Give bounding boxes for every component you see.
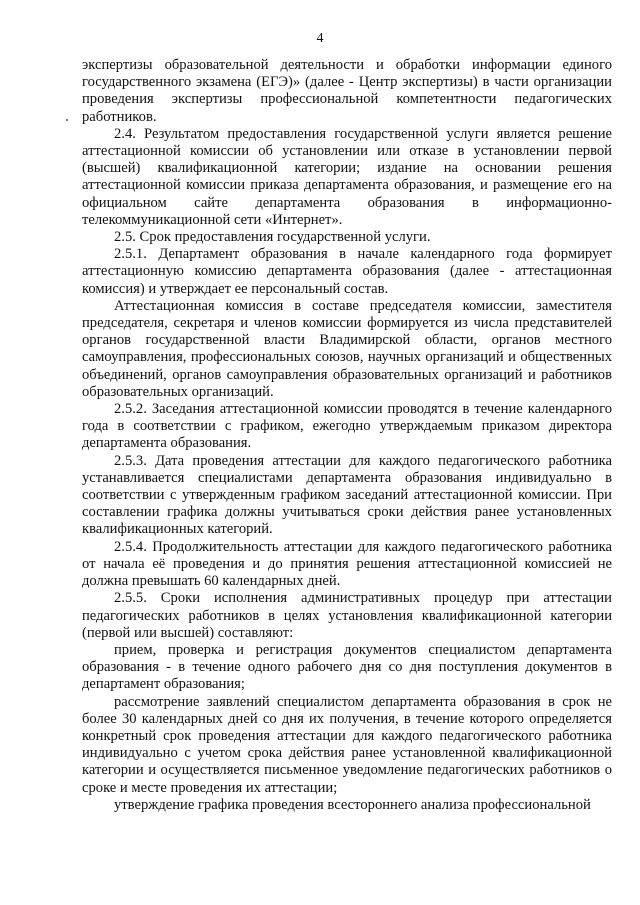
paragraph-2-5: 2.5. Срок предоставления государственной услуги.: [114, 229, 431, 246]
paragraph-2-5-3: 2.5.3. Дата проведения аттестации для каждого педагогического работника устанавливается специалистами департамента образования индивидуально в соответствии с утвержденным графиком заседаний аттестационной комиссии. При составлении графика должны учитываться сроки действия ранее установленных квалификационных категорий.: [82, 452, 612, 538]
page-number: 4: [316, 31, 324, 46]
paragraph-list-item-schedule: утверждение графика проведения всестороннего анализа профессиональной: [114, 796, 591, 813]
paragraph-list-item-review: рассмотрение заявлений специалистом департамента образования в срок не более 30 календарных дней со дня их получения, в течение которого определяется конкретный срок проведения аттестации для каждого педагогического работника индивидуально с учетом срока действия ранее установленной квалификационной категории и осуществляется письменное уведомление педагогических работников о сроке и месте проведения их аттестации;: [82, 693, 612, 796]
paragraph-2-4: 2.4. Результатом предоставления государственной услуги является решение аттестационной комиссии об установлении или отказе в установлении первой (высшей) квалификационной категории; издание на основании решения аттестационной комиссии приказа департамента образования, и размещение его на официальном сайте департамента образования в информационно-телекоммуникационной сети «Интернет».: [82, 125, 612, 228]
scan-speck: [66, 119, 68, 121]
paragraph-list-item-reception: прием, проверка и регистрация документов специалистом департамента образования - в течение одного рабочего дня со дня поступления документов в департамент образования;: [82, 641, 612, 693]
paragraph-2-5-5: 2.5.5. Сроки исполнения административных процедур при аттестации педагогических работников в целях установления квалификационной категории (первой или высшей) составляют:: [82, 590, 612, 641]
paragraph-2-5-2: 2.5.2. Заседания аттестационной комиссии проводятся в течение календарного года в соответствии с графиком, ежегодно утверждаемым приказом директора департамента образования.: [82, 401, 612, 452]
paragraph-2-5-4: 2.5.4. Продолжительность аттестации для каждого педагогического работника от начала её проведения и до принятия решения аттестационной комиссией не должна превышать 60 календарных дней.: [82, 538, 612, 590]
paragraph-2-5-1: 2.5.1. Департамент образования в начале календарного года формирует аттестационную комиссию департамента образования (далее - аттестационная комиссия) и утверждает ее персональный состав.: [82, 246, 612, 297]
paragraph-commission-composition: Аттестационная комиссия в составе председателя комиссии, заместителя председателя, секретаря и членов комиссии формируется из числа представителей органов государственной власти Владимирской области, органов местного самоуправления, профессиональных союзов, научных организаций и общественных объединений, органов самоуправления образовательных организаций и работников образовательных организаций.: [82, 297, 612, 400]
document-body: [82, 57, 612, 814]
paragraph-continuation: экспертизы образовательной деятельности и обработки информации единого государственного экзамена (ЕГЭ)» (далее - Центр экспертизы) в части организации проведения экспертизы профессиональной компетентности педагогических работников.: [82, 57, 612, 125]
